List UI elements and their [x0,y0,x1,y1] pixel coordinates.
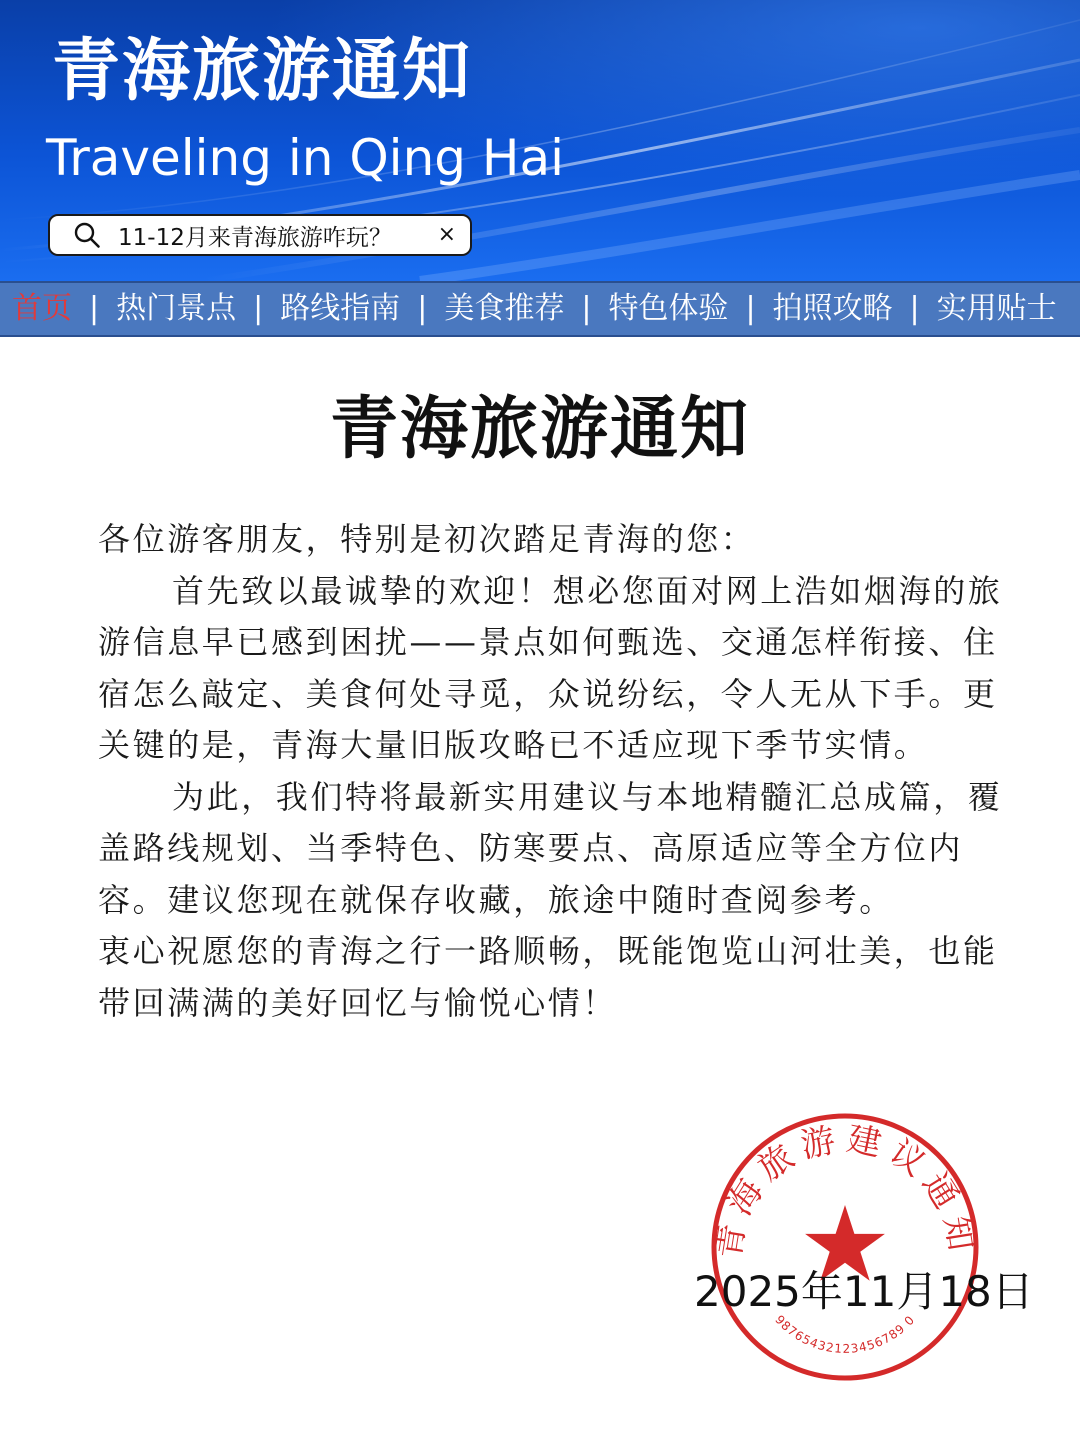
search-input[interactable]: 11-12月来青海旅游咋玩？ [118,224,392,251]
nav-separator: | [909,291,920,326]
header-banner [0,0,1080,281]
nav-item-tips[interactable]: 实用贴士 [936,291,1057,326]
nav-item-home[interactable]: 首页 [12,291,72,326]
banner-title: 青海旅游通知 [52,32,473,111]
notice-body [98,514,1008,1029]
nav-item-experiences[interactable]: 特色体验 [608,291,729,326]
paragraph-closing: 衷心祝愿您的青海之行一路顺畅，既能饱览山河壮美，也能带回满满的美好回忆与愉悦心情！ [98,932,998,1022]
page-title: 青海旅游通知 [329,390,750,469]
notice-date: 2025年11月18日 [694,1267,1034,1316]
seal-text: 青海旅游建议通知 [708,1118,982,1262]
nav-separator: | [417,291,428,326]
nav-separator: | [89,291,100,326]
paragraph-welcome: 首先致以最诚挚的欢迎！想必您面对网上浩如烟海的旅游信息早已感到困扰——景点如何甄选、交通怎样衔接、住宿怎么敲定、美食何处寻觅，众说纷纭，令人无从下手。更关键的是，青海大量旧版攻略已不适应现下季节实情。 [98,571,1003,764]
nav-separator: | [745,291,756,326]
search-icon[interactable] [72,220,102,250]
nav-separator: | [581,291,592,326]
search-bar[interactable] [48,214,472,256]
nav-separator: | [253,291,264,326]
greeting: 各位游客朋友，特别是初次踏足青海的您： [98,520,756,558]
nav-bar [0,281,1080,337]
banner-subtitle: Traveling in Qing Hai [46,129,565,187]
paragraph-purpose: 为此，我们特将最新实用建议与本地精髓汇总成篇，覆盖路线规划、当季特色、防寒要点、高原适应等全方位内容。建议您现在就保存收藏，旅途中随时查阅参考。 [98,777,1003,919]
nav-item-routes[interactable]: 路线指南 [280,291,401,326]
close-icon[interactable]: × [437,222,456,247]
nav-item-photo-guide[interactable]: 拍照攻略 [772,291,893,326]
nav-item-attractions[interactable]: 热门景点 [116,291,237,326]
seal-code: 98765432123456789 0 [772,1312,918,1356]
nav-item-food[interactable]: 美食推荐 [444,291,565,326]
official-seal [708,1110,982,1384]
